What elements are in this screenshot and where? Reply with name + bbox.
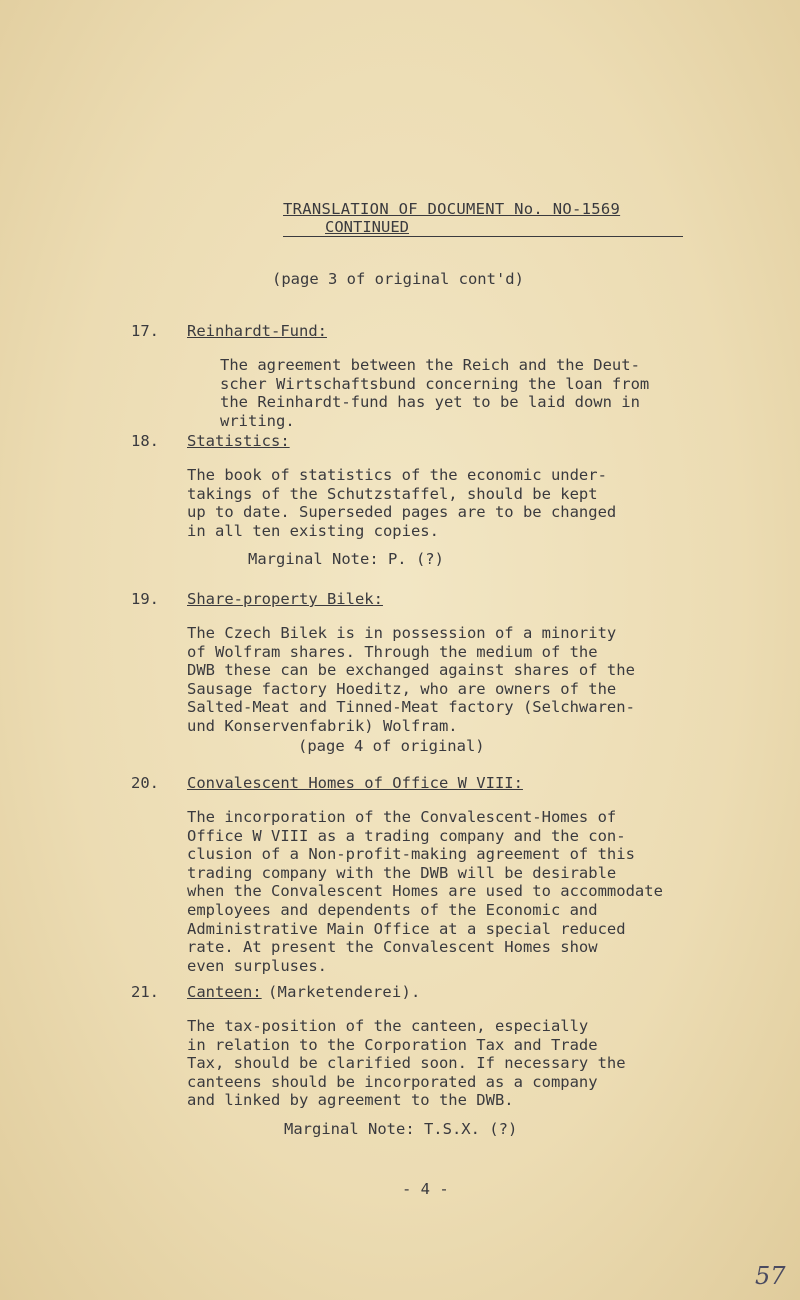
section-number-18: 18.: [131, 432, 159, 450]
section-number-20: 20.: [131, 774, 159, 792]
section-heading-19: Share-property Bilek:: [187, 590, 383, 608]
handwritten-page-number: 57: [755, 1262, 786, 1290]
section-body-19: The Czech Bilek is in possession of a minority of Wolfram shares. Through the medium of the DWB these can be exchanged against shares of the Sausage factory Hoeditz, who are owners of the Salted-Meat and Tinned-Meat factory (Selchwaren- und Konservenfabrik) Wolfram.: [187, 624, 635, 735]
section-number-21: 21.: [131, 983, 159, 1001]
marginal-note-21: Marginal Note: T.S.X. (?): [284, 1120, 518, 1138]
section-body-20: The incorporation of the Convalescent-Homes of Office W VIII as a trading company and the con- clusion of a Non-profit-making agreement of this trading company with the DWB will be desirable when the Convalescent Homes are used to accommodate employees and dependents of the Economic and Administrative Main Office at a special reduced rate. At present the Convalescent Homes show even surpluses.: [187, 808, 663, 975]
section-heading-17: Reinhardt-Fund:: [187, 322, 327, 340]
page-reference-4: (page 4 of original): [298, 737, 485, 755]
page-number: - 4 -: [402, 1180, 449, 1198]
section-body-18-text: The book of statistics of the economic under- takings of the Schutzstaffel, should be kept up to date. Superseded pages are to be changed in all ten existing copies.: [187, 466, 617, 540]
section-body-17: The agreement between the Reich and the Deut- scher Wirtschaftsbund concerning the loan from the Reinhardt-fund has yet to be laid down in writing.: [220, 356, 650, 430]
section-heading-extra-21: (Marketenderei).: [268, 983, 421, 1001]
section-number-17: 17.: [131, 322, 159, 340]
section-heading-18: Statistics:: [187, 432, 290, 450]
header-rule: [283, 236, 683, 237]
section-heading-21: Canteen:: [187, 983, 262, 1001]
section-heading-20: Convalescent Homes of Office W VIII:: [187, 774, 523, 792]
section-number-19: 19.: [131, 590, 159, 608]
marginal-note-18: Marginal Note: P. (?): [248, 550, 444, 568]
section-body-18: [187, 466, 616, 540]
document-header: [283, 200, 683, 236]
document-title: TRANSLATION OF DOCUMENT No. NO-1569: [283, 200, 621, 218]
page-reference-3: (page 3 of original cont'd): [272, 270, 524, 288]
document-subtitle: CONTINUED: [325, 218, 409, 236]
section-body-21: The tax-position of the canteen, especially in relation to the Corporation Tax and Trade Tax, should be clarified soon. If necessary the canteens should be incorporated as a company and linked by agreement to the DWB.: [187, 1017, 626, 1110]
